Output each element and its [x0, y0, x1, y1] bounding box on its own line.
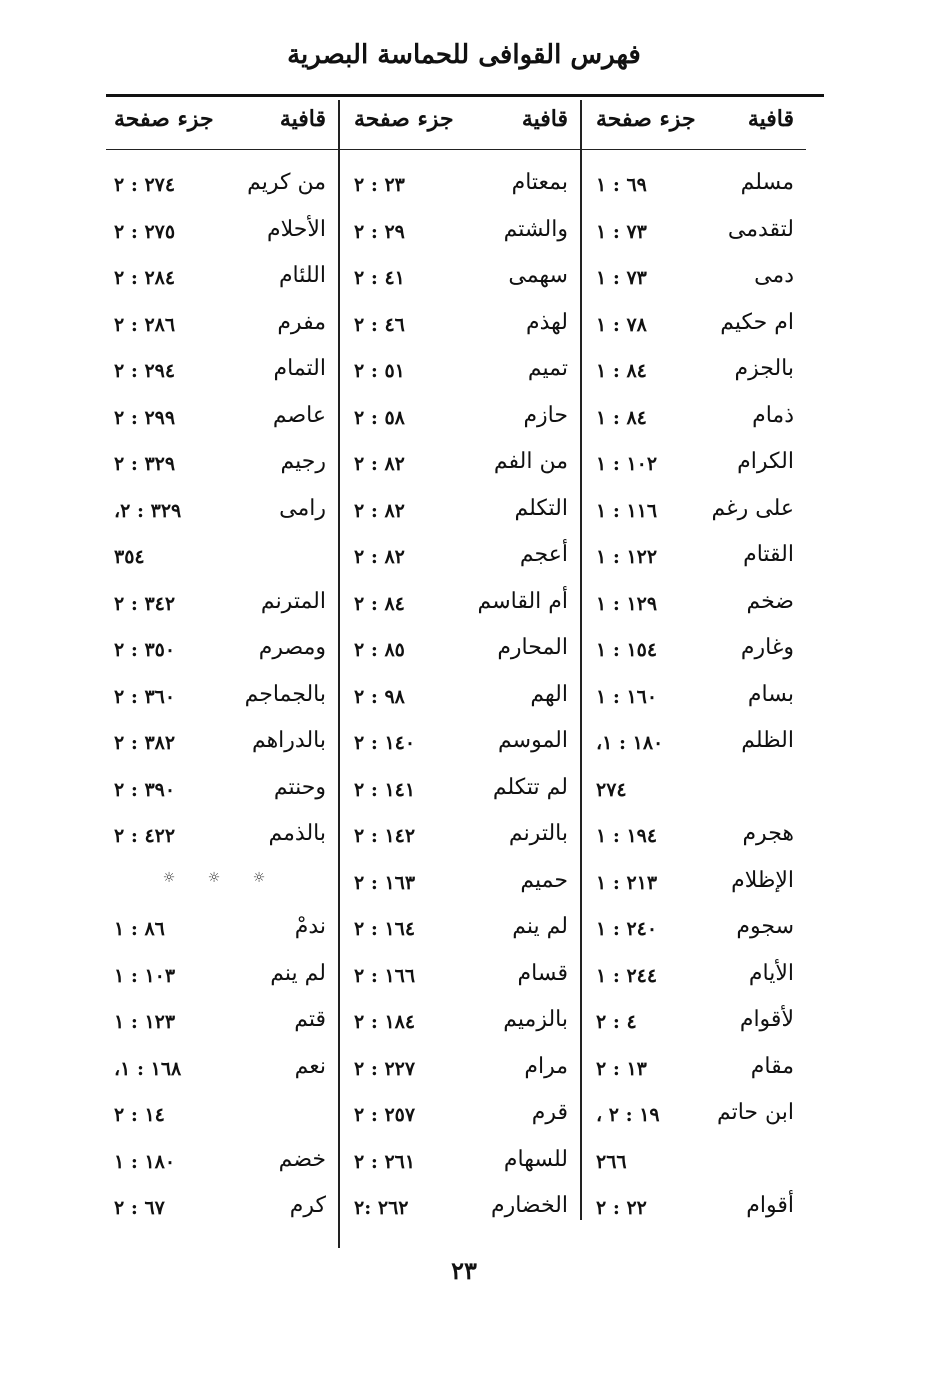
- index-entry: [106, 906, 336, 953]
- volume-page-ref: ١٢٩ : ١: [596, 592, 658, 615]
- rhyme-word: رجيم: [280, 449, 326, 474]
- index-entry: [346, 581, 578, 628]
- rhyme-header: قافية: [521, 106, 568, 132]
- rhyme-word: التكلم: [514, 495, 568, 521]
- rhyme-word: وحنتم: [273, 774, 326, 800]
- rhyme-word: عاصم: [272, 402, 326, 428]
- volume-page-ref: ٢٩ : ٢: [354, 220, 405, 243]
- volume-page-ref: ٢٩٩ : ٢: [114, 406, 176, 429]
- rhyme-word: الأيام: [748, 960, 794, 986]
- rhyme-word: ابن حاتم: [716, 1100, 794, 1125]
- rhyme-word: الهم: [530, 681, 568, 707]
- index-entry: [346, 720, 578, 767]
- volume-page-ref: ٤٢٢ : ٢: [114, 825, 176, 847]
- rhyme-word: تميم: [527, 356, 568, 381]
- index-entry: [106, 255, 336, 302]
- rhyme-word: أعجم: [519, 542, 568, 567]
- volume-page-ref: ٢٤٠ : ١: [596, 918, 658, 940]
- index-entry: [346, 534, 578, 581]
- rhyme-word: لتقدمى: [727, 216, 794, 242]
- rhyme-word: لم ينم: [270, 960, 326, 986]
- entry-list: [346, 162, 578, 1232]
- volume-page-ref: ١٣ : ٢: [596, 1057, 647, 1080]
- index-entry: [106, 1139, 336, 1186]
- rhyme-word: وغارم: [740, 635, 794, 660]
- rhyme-word: الموسم: [498, 728, 568, 753]
- rhyme-word: لأقوام: [739, 1007, 794, 1032]
- volume-page-ref: ،٣٢٩ : ٢: [114, 499, 182, 522]
- volume-page-ref: ٢٣ : ٢: [354, 174, 405, 196]
- rhyme-word: الكرام: [737, 449, 794, 474]
- index-entry: [588, 1092, 804, 1139]
- rhyme-word: لم تتكلم: [492, 774, 568, 800]
- index-entry: [106, 1046, 336, 1093]
- rhyme-word: مسلم: [740, 170, 794, 195]
- volume-page-ref: ١٨٠ : ١: [114, 1150, 176, 1173]
- rhyme-word: للسهام: [503, 1146, 568, 1172]
- rhyme-word: بالدراهم: [251, 728, 326, 753]
- index-entry: [346, 627, 578, 674]
- volume-page-ref: ١٠٣ : ١: [114, 964, 176, 987]
- rhyme-word: قتم: [294, 1007, 326, 1032]
- page-title: فهرس القوافى للحماسة البصرية: [287, 40, 641, 70]
- volume-page-ref: ١٢٢ : ١: [596, 546, 658, 568]
- volume-page-ref: ٢٩٤ : ٢: [114, 360, 176, 382]
- volume-page-ref: ١٦٠ : ١: [596, 685, 658, 708]
- rhyme-word: المحارم: [497, 635, 568, 660]
- index-entry: [588, 209, 804, 256]
- index-entry: [346, 1139, 578, 1186]
- index-entry: [588, 953, 804, 1000]
- rhyme-word: كرم: [289, 1193, 326, 1218]
- rhyme-word: الأحلام: [266, 216, 326, 242]
- rhyme-word: دمى: [754, 263, 794, 288]
- volume-page-ref: ٣٦٠ : ٢: [114, 685, 176, 708]
- volume-page-ref: ٥١ : ٢: [354, 360, 405, 382]
- volume-page-ref: ٢٧٤: [596, 778, 627, 801]
- volume-page-ref: ١٨٤ : ٢: [354, 1011, 416, 1033]
- volume-page-ref: ٢٧٤ : ٢: [114, 174, 176, 196]
- ref-header: جزء صفحة: [354, 106, 454, 132]
- volume-page-ref: ٤١ : ٢: [354, 267, 405, 289]
- index-entry: [588, 906, 804, 953]
- volume-page-ref: ٣٥٤: [114, 546, 145, 568]
- volume-page-ref: ٢٢٧ : ٢: [354, 1057, 416, 1080]
- index-entry: [588, 1139, 804, 1186]
- volume-page-ref: ٨٥ : ٢: [354, 639, 405, 661]
- index-entry: [588, 581, 804, 628]
- rhyme-word: ضخم: [746, 588, 794, 614]
- rhyme-word: هجرم: [742, 821, 794, 846]
- index-entry: [106, 627, 336, 674]
- index-entry: [106, 674, 336, 721]
- rhyme-word: مقام: [750, 1053, 794, 1079]
- index-entry: [106, 209, 336, 256]
- volume-page-ref: ٤ : ٢: [596, 1011, 637, 1033]
- index-entry: [588, 627, 804, 674]
- volume-page-ref: ٣٩٠ : ٢: [114, 778, 176, 801]
- rhyme-word: حازم: [523, 402, 568, 428]
- rhyme-word: الخضارم: [490, 1193, 568, 1218]
- volume-page-ref: ٦٩ : ١: [596, 174, 647, 196]
- column-header: [106, 104, 336, 148]
- index-column-2: [346, 104, 578, 1244]
- volume-page-ref: ٢١٣ : ١: [596, 871, 658, 894]
- column-divider: [338, 100, 340, 1248]
- index-entry: [346, 813, 578, 860]
- index-entry: [106, 162, 336, 209]
- index-entry: [588, 813, 804, 860]
- volume-page-ref: ٢٨٤ : ٢: [114, 267, 176, 289]
- index-entry: [588, 1185, 804, 1232]
- rhyme-word: من الفم: [493, 449, 568, 474]
- index-entry: [346, 767, 578, 814]
- ref-header: جزء صفحة: [596, 106, 696, 132]
- rhyme-word: مفرم: [277, 309, 326, 335]
- index-entry: [588, 720, 804, 767]
- rhyme-word: اللئام: [278, 263, 326, 288]
- index-entry: [346, 860, 578, 907]
- ref-header: جزء صفحة: [114, 106, 214, 132]
- index-entry: [588, 1046, 804, 1093]
- volume-page-ref: ١٥٤ : ١: [596, 639, 658, 661]
- rhyme-word: ذمام: [752, 402, 794, 428]
- volume-page-ref: ١٠٢ : ١: [596, 453, 658, 475]
- volume-page-ref: ١٤ : ٢: [114, 1104, 165, 1126]
- index-entry: [588, 441, 804, 488]
- index-entry: [346, 162, 578, 209]
- volume-page-ref: ٩٨ : ٢: [354, 685, 405, 708]
- top-rule: [106, 94, 824, 97]
- index-entry: [346, 395, 578, 442]
- index-entry: [346, 488, 578, 535]
- rhyme-word: ام حكيم: [720, 309, 794, 335]
- volume-page-ref: ٢٤٤ : ١: [596, 964, 658, 987]
- index-entry: [106, 1092, 336, 1139]
- volume-page-ref: ،١٨٠ : ١: [596, 732, 664, 754]
- volume-page-ref: ٢٦٦: [596, 1150, 627, 1173]
- rhyme-word: بمعتام: [511, 170, 568, 195]
- index-entry: [346, 302, 578, 349]
- rhyme-word: القتام: [743, 542, 794, 567]
- index-entry: [346, 906, 578, 953]
- volume-page-ref: ٢٧٥ : ٢: [114, 220, 176, 243]
- index-entry: [106, 720, 336, 767]
- volume-page-ref: ٣٥٠ : ٢: [114, 639, 176, 661]
- rhyme-word: الظلم: [741, 728, 794, 753]
- index-entry: [346, 953, 578, 1000]
- volume-page-ref: ٨٤ : ١: [596, 360, 647, 382]
- column-divider: [580, 100, 582, 1220]
- rhyme-word: أم القاسم: [477, 588, 568, 614]
- volume-page-ref: ٧٣ : ١: [596, 220, 647, 243]
- index-entry: [346, 209, 578, 256]
- index-entry: [588, 534, 804, 581]
- index-entry: [588, 999, 804, 1046]
- rhyme-word: بسام: [747, 681, 794, 707]
- volume-page-ref: ١٦٤ : ٢: [354, 918, 416, 940]
- volume-page-ref: ١٢٣ : ١: [114, 1011, 176, 1033]
- volume-page-ref: ٢٦١ : ٢: [354, 1150, 416, 1173]
- index-entry: [346, 348, 578, 395]
- index-entry: [346, 999, 578, 1046]
- index-entry: [106, 1185, 336, 1232]
- index-column-1: [588, 104, 804, 1244]
- index-entry: [106, 953, 336, 1000]
- index-entry: [106, 860, 336, 907]
- volume-page-ref: ٧٣ : ١: [596, 267, 647, 289]
- rhyme-word: نعم: [294, 1053, 326, 1079]
- rhyme-word: قسام: [517, 960, 568, 986]
- index-entry: [588, 488, 804, 535]
- index-entry: [588, 395, 804, 442]
- index-entry: [106, 999, 336, 1046]
- volume-page-ref: ٨٤ : ٢: [354, 592, 405, 615]
- volume-page-ref: ٦٧ : ٢: [114, 1197, 165, 1219]
- volume-page-ref: ٨٤ : ١: [596, 406, 647, 429]
- entry-list: [106, 162, 336, 1232]
- index-entry: [588, 348, 804, 395]
- rhyme-word: لم ينم: [512, 914, 568, 939]
- index-entry: [346, 1092, 578, 1139]
- page-number: ٢٣: [451, 1256, 477, 1285]
- index-entry: [106, 302, 336, 349]
- volume-page-ref: ٣٢٩ : ٢: [114, 453, 176, 475]
- volume-page-ref: ، ١٩ : ٢: [596, 1104, 660, 1126]
- rhyme-word: والشتم: [503, 216, 568, 242]
- index-entry: [106, 348, 336, 395]
- volume-page-ref: ٥٨ : ٢: [354, 406, 405, 429]
- rhyme-word: الإظلام: [731, 867, 794, 893]
- rhyme-word: المترنم: [260, 588, 326, 614]
- index-entry: [588, 302, 804, 349]
- index-entry: [106, 581, 336, 628]
- entry-list: [588, 162, 804, 1232]
- volume-page-ref: ١١٦ : ١: [596, 499, 658, 522]
- volume-page-ref: ٨٢ : ٢: [354, 453, 405, 475]
- index-entry: [106, 441, 336, 488]
- index-entry: [588, 162, 804, 209]
- rhyme-word: على رغم: [711, 495, 794, 521]
- volume-page-ref: ٨٦ : ١: [114, 918, 165, 940]
- rhyme-word: التمام: [273, 356, 326, 381]
- volume-page-ref: ١٩٤ : ١: [596, 825, 658, 847]
- rhyme-word: بالجزم: [734, 356, 794, 381]
- rhyme-word: رامى: [279, 495, 326, 521]
- volume-page-ref: ٣٨٢ : ٢: [114, 732, 176, 754]
- volume-page-ref: ٨٢ : ٢: [354, 499, 405, 522]
- index-entry: [106, 767, 336, 814]
- rhyme-word: أقوام: [746, 1193, 794, 1218]
- index-entry: [106, 534, 336, 581]
- rhyme-word: مرام: [524, 1053, 568, 1079]
- volume-page-ref: ١٤٢ : ٢: [354, 825, 416, 847]
- index-entry: [346, 674, 578, 721]
- column-header: [346, 104, 578, 148]
- index-entry: [106, 813, 336, 860]
- rhyme-word: من كريم: [247, 170, 326, 195]
- rhyme-word: سهمى: [508, 263, 568, 288]
- index-entry: [346, 255, 578, 302]
- index-entry: [588, 674, 804, 721]
- index-entry: [106, 395, 336, 442]
- index-column-3: [106, 104, 336, 1244]
- volume-page-ref: ٢٢ : ٢: [596, 1197, 647, 1219]
- volume-page-ref: ١٦٣ : ٢: [354, 871, 416, 894]
- volume-page-ref: ،١٦٨ : ١: [114, 1057, 182, 1080]
- rhyme-word: قرم: [531, 1100, 568, 1125]
- index-entry: [346, 1185, 578, 1232]
- rhyme-word: بالذمم: [268, 821, 326, 846]
- index-entry: [588, 255, 804, 302]
- volume-page-ref: ١٤١ : ٢: [354, 778, 416, 801]
- rhyme-word: سجوم: [736, 914, 794, 939]
- volume-page-ref: ٨٢ : ٢: [354, 546, 405, 568]
- volume-page-ref: ٧٨ : ١: [596, 313, 647, 336]
- rhyme-word: بالزميم: [503, 1007, 568, 1032]
- index-entry: [346, 1046, 578, 1093]
- volume-page-ref: ٢٨٦ : ٢: [114, 313, 176, 336]
- volume-page-ref: ٢٦٢ :٢: [354, 1197, 409, 1219]
- index-entry: [106, 488, 336, 535]
- rhyme-header: قافية: [279, 106, 326, 132]
- rhyme-word: خضم: [278, 1146, 326, 1172]
- index-entry: [346, 441, 578, 488]
- rhyme-word: ومصرم: [258, 635, 326, 660]
- volume-page-ref: ١٦٦ : ٢: [354, 964, 416, 987]
- rhyme-word: بالجماجم: [244, 681, 326, 707]
- rhyme-word: لهذم: [525, 309, 568, 335]
- index-entry: [588, 860, 804, 907]
- section-separator: ☼ ☼ ☼: [162, 869, 280, 886]
- volume-page-ref: ٤٦ : ٢: [354, 313, 405, 336]
- volume-page-ref: ٣٤٢ : ٢: [114, 592, 176, 615]
- rhyme-word: ندمْ: [294, 914, 326, 939]
- column-header: [588, 104, 804, 148]
- volume-page-ref: ١٤٠ : ٢: [354, 732, 416, 754]
- rhyme-word: بالترنم: [508, 821, 568, 846]
- volume-page-ref: ٢٥٧ : ٢: [354, 1104, 416, 1126]
- rhyme-header: قافية: [747, 106, 794, 132]
- index-entry: [588, 767, 804, 814]
- rhyme-word: حميم: [520, 867, 568, 893]
